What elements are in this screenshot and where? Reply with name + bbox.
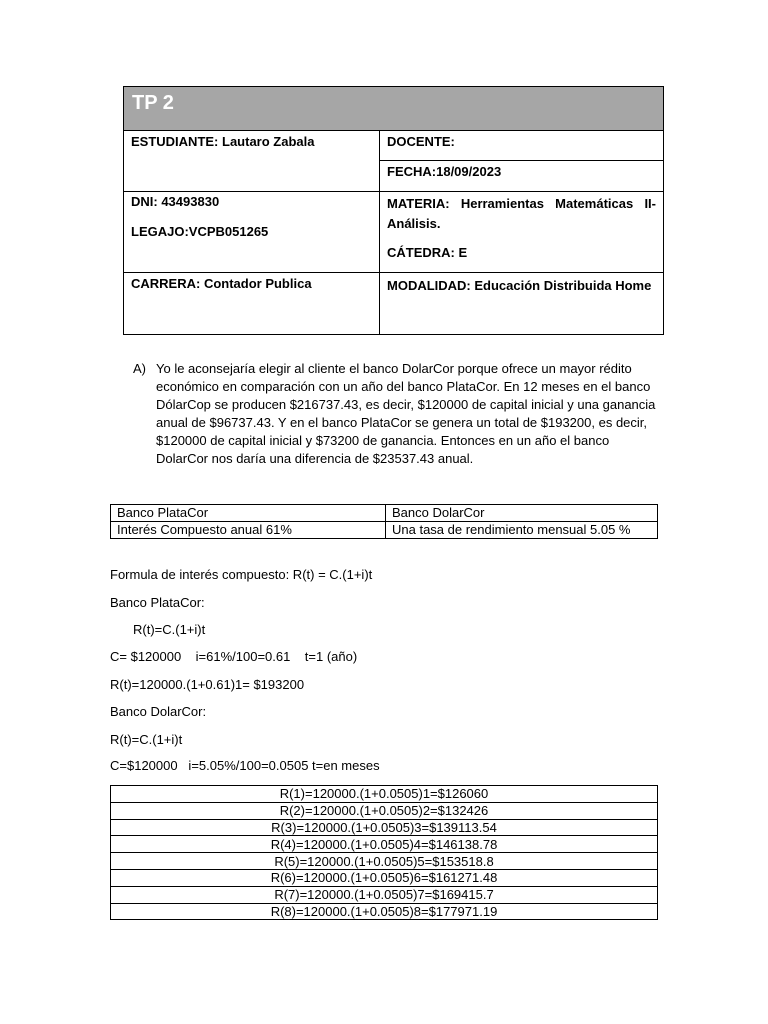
dolarcor-header-cell: Banco DolarCor — [386, 505, 658, 522]
dolarcor-formula: R(t)=C.(1+i)t — [110, 732, 183, 747]
table-row — [111, 869, 658, 886]
header-row-carrera — [124, 273, 663, 334]
platacor-result: R(t)=120000.(1+0.61)1= $193200 — [110, 677, 305, 692]
teacher-field: DOCENTE: — [380, 131, 663, 161]
platacor-header-cell: Banco PlataCor — [111, 505, 386, 522]
platacor-variables: C= $120000 i=61%/100=0.61 t=1 (año) — [110, 649, 358, 664]
table-row — [111, 802, 658, 819]
dolarcor-variables: C=$120000 i=5.05%/100=0.0505 t=en meses — [110, 758, 380, 773]
result-cell: R(1)=120000.(1+0.0505)1=$126060 — [111, 786, 658, 803]
bank-comparison-table — [110, 504, 658, 539]
formula-line: Formula de interés compuesto: R(t) = C.(1+i)t — [110, 567, 373, 582]
table-row — [111, 505, 658, 522]
table-row — [111, 853, 658, 870]
platacor-formula: R(t)=C.(1+i)t — [133, 622, 206, 637]
answer-paragraph — [133, 360, 658, 468]
header-table — [123, 86, 664, 335]
carrera-field: CARRERA: Contador Publica — [124, 273, 380, 334]
header-row-dni — [124, 192, 663, 273]
modalidad-field: MODALIDAD: Educación Distribuida Home — [387, 278, 652, 293]
table-row — [111, 786, 658, 803]
result-cell: R(4)=120000.(1+0.0505)4=$146138.78 — [111, 836, 658, 853]
legajo-field: LEGAJO:VCPB051265 — [131, 224, 269, 239]
table-row — [111, 836, 658, 853]
result-cell: R(8)=120000.(1+0.0505)8=$177971.19 — [111, 903, 658, 920]
header-row-student — [124, 131, 663, 192]
materia-catedra-cell — [380, 192, 663, 272]
materia-field: MATERIA: Herramientas Matemáticas II-Análisis. — [387, 196, 656, 231]
dni-field: DNI: 43493830 — [131, 194, 220, 209]
student-cell: ESTUDIANTE: Lautaro Zabala — [124, 131, 380, 191]
result-cell: R(7)=120000.(1+0.0505)7=$169415.7 — [111, 886, 658, 903]
table-row — [111, 522, 658, 539]
answer-marker: A) — [133, 361, 146, 376]
result-cell: R(3)=120000.(1+0.0505)3=$139113.54 — [111, 819, 658, 836]
table-row — [111, 886, 658, 903]
document-title: TP 2 — [124, 87, 663, 131]
teacher-date-cell — [380, 131, 663, 191]
result-cell: R(6)=120000.(1+0.0505)6=$161271.48 — [111, 869, 658, 886]
result-cell: R(5)=120000.(1+0.0505)5=$153518.8 — [111, 853, 658, 870]
table-row — [111, 903, 658, 920]
table-row — [111, 819, 658, 836]
platacor-title: Banco PlataCor: — [110, 595, 205, 610]
dni-legajo-cell — [124, 192, 380, 272]
answer-text: Yo le aconsejaría elegir al cliente el banco DolarCor porque ofrece un mayor rédito económico en comparación con un año del banco PlataCor. En 12 meses en el banco DólarCop se producen $216737.43, es decir, $120000 de capital inicial y una ganancia anual de $96737.43. Y en el banco PlataCor se genera un total de $193200, es decir, $120000 de capital inicial y $73200 de ganancia. Entonces en un año el banco DolarCor nos daría una diferencia de $23537.43 anual. — [156, 361, 656, 466]
monthly-results-table — [110, 785, 658, 920]
dolarcor-rate-cell: Una tasa de rendimiento mensual 5.05 % — [386, 522, 658, 539]
catedra-field: CÁTEDRA: E — [387, 245, 468, 260]
dolarcor-title: Banco DolarCor: — [110, 704, 207, 719]
result-cell: R(2)=120000.(1+0.0505)2=$132426 — [111, 802, 658, 819]
platacor-rate-cell: Interés Compuesto anual 61% — [111, 522, 386, 539]
date-field: FECHA:18/09/2023 — [387, 164, 502, 179]
